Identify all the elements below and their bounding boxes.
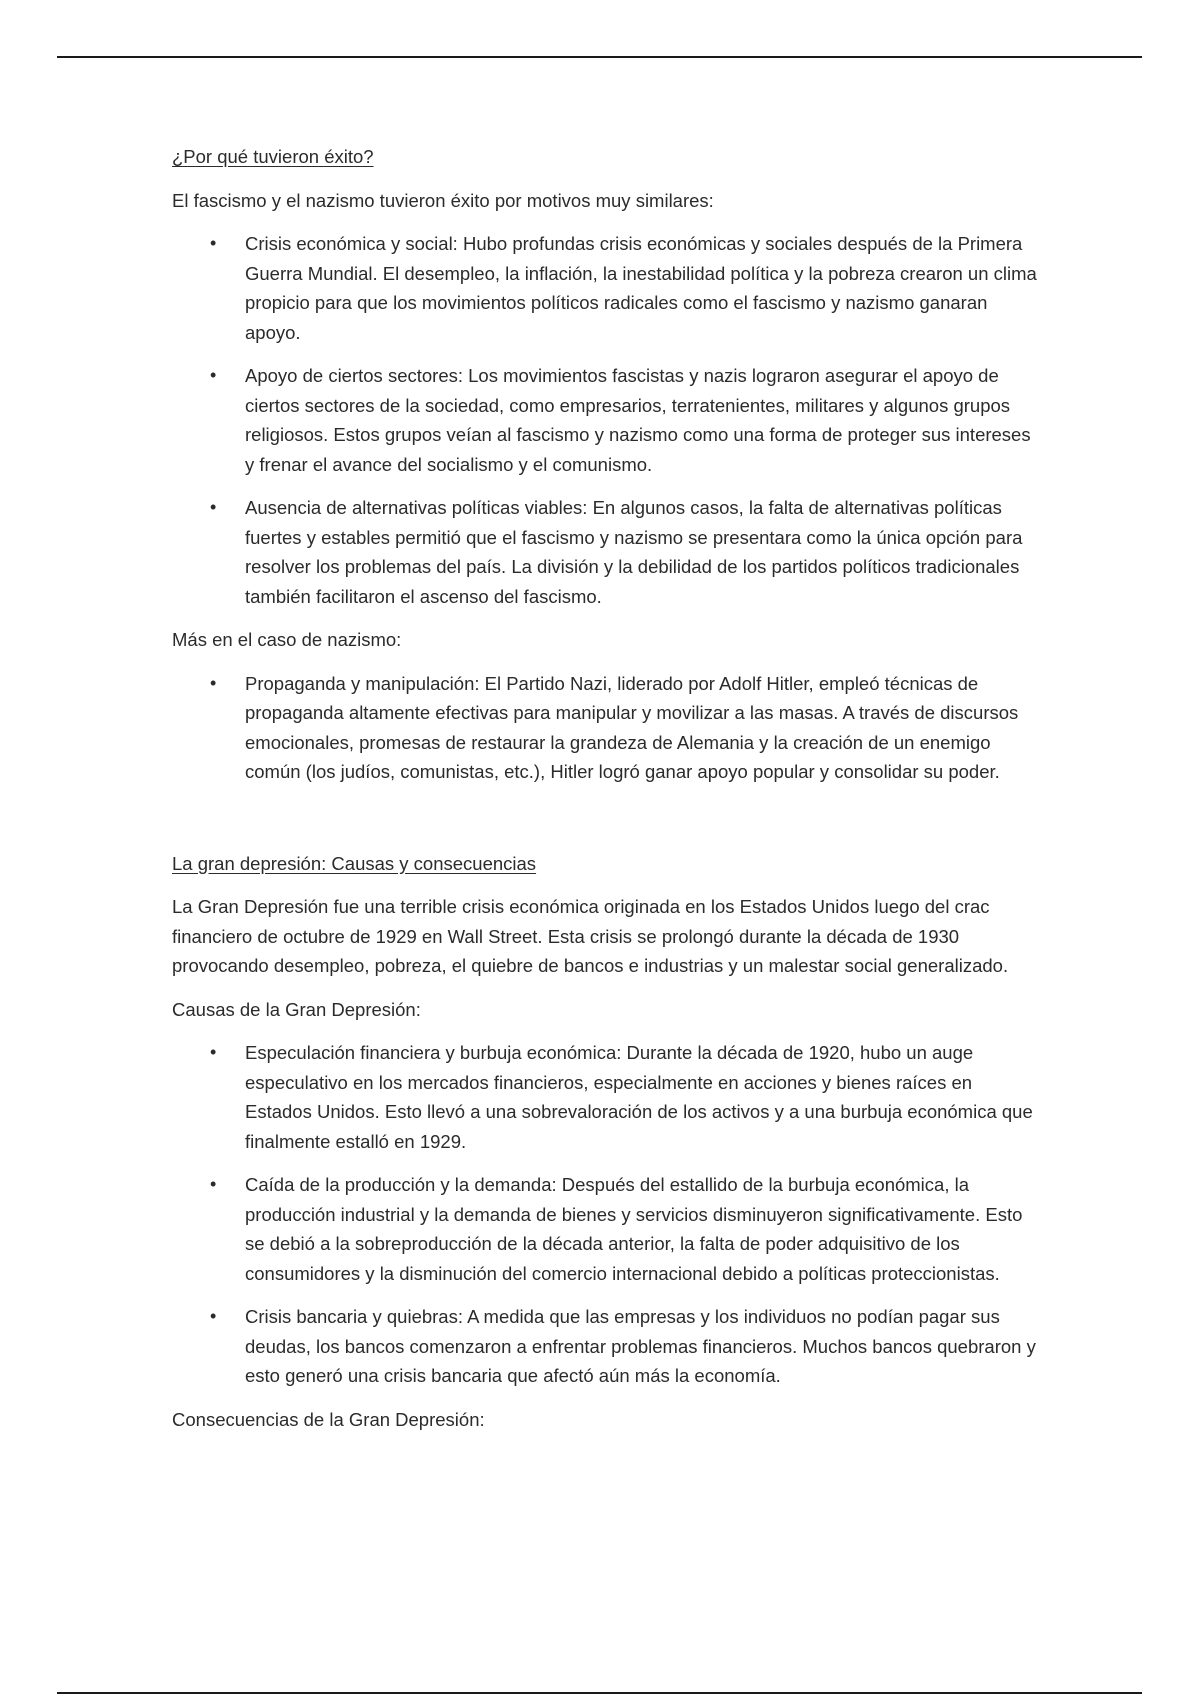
section-heading-depression: La gran depresión: Causas y consecuencias [172, 852, 537, 874]
bullet-icon: • [210, 1174, 217, 1194]
section-heading-success: ¿Por qué tuvieron éxito? [172, 146, 374, 167]
bullet-icon: • [210, 1306, 217, 1326]
document-body [172, 142, 1042, 1448]
nazism-reasons-list [172, 669, 1042, 787]
bullet-icon: • [210, 1042, 217, 1062]
list-item [172, 361, 1042, 479]
list-item-text: Propaganda y manipulación: El Partido Nazi, liderado por Adolf Hitler, empleó técnicas de propaganda altamente efectivas para manipular y movilizar a las masas. A través de discursos emocionales, promesas de restaurar la grandeza de Alemania y la creación de un enemigo común (los judíos, comunistas, etc.), Hitler logró ganar apoyo popular y consolidar su poder. [245, 672, 1019, 782]
consequences-heading: Consecuencias de la Gran Depresión: [172, 1408, 485, 1430]
list-item [172, 1170, 1042, 1288]
list-item [172, 229, 1042, 347]
list-item-text: Crisis bancaria y quiebras: A medida que las empresas y los individuos no podían pagar sus deudas, los bancos comenzaron a enfrentar problemas financieros. Muchos bancos quebraron y esto generó una crisis bancaria que afectó aún más la economía. [245, 1306, 1036, 1386]
success-reasons-list [172, 229, 1042, 611]
depression-intro: La Gran Depresión fue una terrible crisis económica originada en los Estados Unidos luego del crac financiero de octubre de 1929 en Wall Street. Esta crisis se prolongó durante la década de 1930 provocando desempleo, pobreza, el quiebre de bancos e industrias y un malestar social generalizado. [172, 896, 1009, 976]
bullet-icon: • [210, 233, 217, 253]
causes-heading: Causas de la Gran Depresión: [172, 998, 421, 1020]
list-item [172, 669, 1042, 787]
bullet-icon: • [210, 497, 217, 517]
list-item-text: Caída de la producción y la demanda: Después del estallido de la burbuja económica, la producción industrial y la demanda de bienes y servicios disminuyeron significativamente. Esto se debió a la sobreproducción de la década anterior, la falta de poder adquisitivo de los consumidores y la disminución del comercio internacional debido a políticas proteccionistas. [245, 1174, 1023, 1284]
nazism-intro: Más en el caso de nazismo: [172, 629, 402, 650]
list-item [172, 493, 1042, 611]
list-item [172, 1302, 1042, 1391]
bullet-icon: • [210, 365, 217, 385]
list-item-text: Especulación financiera y burbuja económica: Durante la década de 1920, hubo un auge especulativo en los mercados financieros, especialmente en acciones y bienes raíces en Estados Unidos. Esto llevó a una sobrevaloración de los activos y a una burbuja económica que finalmente estalló en 1929. [245, 1042, 1033, 1152]
success-intro: El fascismo y el nazismo tuvieron éxito por motivos muy similares: [172, 189, 714, 211]
list-item-text: Apoyo de ciertos sectores: Los movimientos fascistas y nazis lograron asegurar el apoyo de ciertos sectores de la sociedad, como empresarios, terratenientes, militares y algunos grupos religiosos. Estos grupos veían al fascismo y nazismo como una forma de proteger sus intereses y frenar el avance del socialismo y el comunismo. [245, 365, 1031, 475]
list-item-text: Ausencia de alternativas políticas viables: En algunos casos, la falta de alternativas políticas fuertes y estables permitió que el fascismo y nazismo se presentara como la única opción para resolver los problemas del país. La división y la debilidad de los partidos políticos tradicionales también facilitaron el ascenso del fascismo. [245, 497, 1023, 607]
list-item-text: Crisis económica y social: Hubo profundas crisis económicas y sociales después de la Primera Guerra Mundial. El desempleo, la inflación, la inestabilidad política y la pobreza crearon un clima propicio para que los movimientos políticos radicales como el fascismo y nazismo ganaran apoyo. [245, 233, 1037, 343]
page-top-rule [57, 56, 1142, 58]
causes-list [172, 1038, 1042, 1391]
page-bottom-rule [57, 1692, 1142, 1694]
bullet-icon: • [210, 672, 217, 693]
list-item [172, 1038, 1042, 1156]
